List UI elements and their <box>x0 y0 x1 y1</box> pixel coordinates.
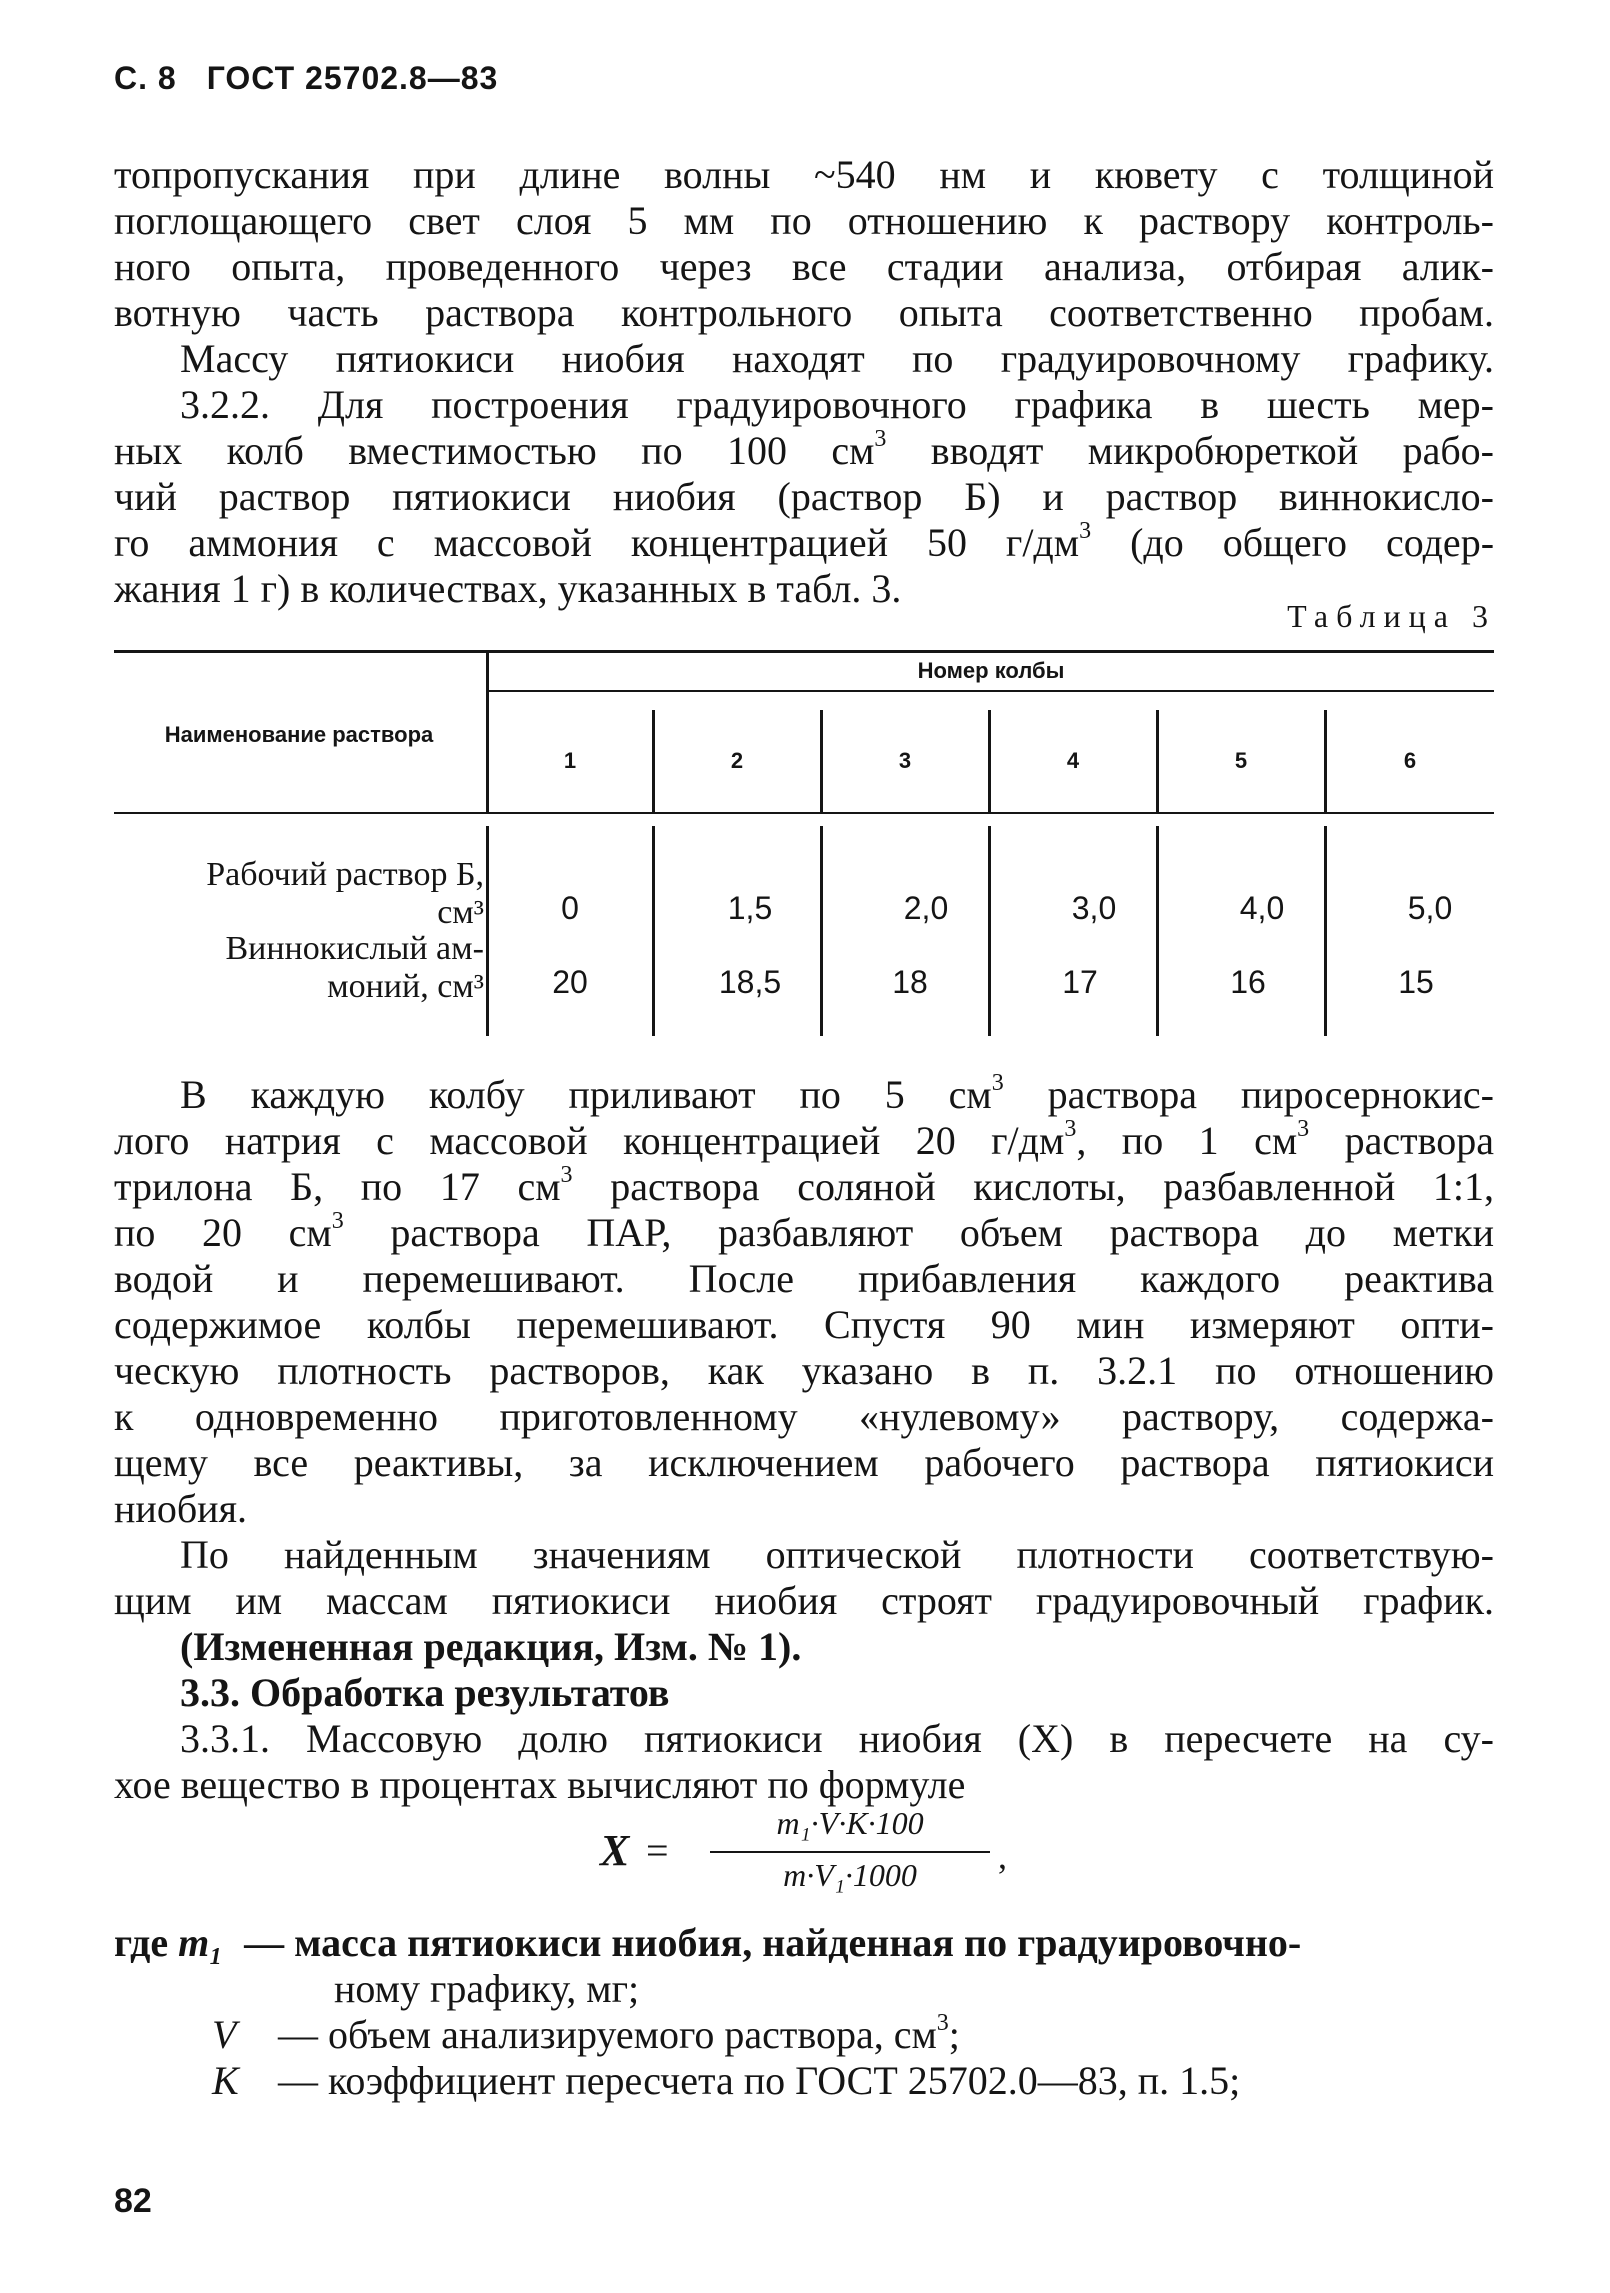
definition-text: масса пятиокиси ниобия, найденная по градуировочно- <box>294 1920 1302 1965</box>
text-line: 3.2.2. Для построения градуировочного графика в шесть мер- <box>180 382 1494 427</box>
table-divider <box>486 826 489 1036</box>
text-line: щим им массам пятиокиси ниобия строят градуировочный график. <box>114 1578 1494 1623</box>
table-rule-group <box>488 690 1494 692</box>
definition-symbol: K <box>212 2058 239 2103</box>
row-header: Наименование раствора <box>164 722 434 747</box>
text-span: трилона Б, по 17 см <box>114 1164 561 1209</box>
page-header <box>114 60 498 97</box>
text-span: (до общего содер- <box>1091 520 1494 565</box>
column-header: 4 <box>1066 748 1080 773</box>
superscript: 3 <box>1079 520 1092 544</box>
page-number: 82 <box>114 2182 152 2220</box>
table-row-label <box>114 930 484 1006</box>
definition-item <box>114 1920 1301 1966</box>
formula <box>600 1805 1020 1905</box>
definition-dash: — <box>278 2012 318 2057</box>
superscript: 3 <box>560 1164 573 1188</box>
table-caption: Таблица 3 <box>1287 598 1496 634</box>
text-span: го аммония с массовой концентрацией 50 г/дм <box>114 520 1080 565</box>
row-label-line: см³ <box>437 894 484 931</box>
table-cell: 1,5 <box>727 890 773 926</box>
text-span: раствора <box>1309 1118 1494 1163</box>
page-label: С. 8 <box>114 60 177 96</box>
text-line: вотную часть раствора контрольного опыта соответственно пробам. <box>114 290 1494 335</box>
table-cell: 3,0 <box>1071 890 1117 926</box>
table-row-label <box>114 856 484 932</box>
superscript: 3 <box>331 1210 344 1234</box>
text-line: Массу пятиокиси ниобия находят по градуировочному графику. <box>180 336 1494 381</box>
text-line: ного опыта, проведенного через все стадии анализа, отбирая алик- <box>114 244 1494 289</box>
superscript: 3 <box>936 2009 949 2036</box>
table-cell: 2,0 <box>903 890 949 926</box>
table-divider <box>1324 826 1327 1036</box>
text-span: раствора ПАР, разбавляют объем раствора до метки <box>343 1210 1494 1255</box>
text-line: ниобия. <box>114 1486 247 1531</box>
table-cell: 18 <box>892 964 928 1000</box>
table-divider <box>820 826 823 1036</box>
text-span: В каждую колбу приливают по 5 см <box>180 1072 992 1117</box>
definition-item <box>212 2009 960 2058</box>
superscript: 3 <box>991 1072 1004 1096</box>
text-line: водой и перемешивают. После прибавления каждого реактива <box>114 1256 1494 1301</box>
definition-text: коэффициент пересчета по ГОСТ 25702.0—83, п. 1.5; <box>328 2058 1241 2103</box>
text-line: ческую плотность растворов, как указано в п. 3.2.1 по отношению <box>114 1348 1494 1393</box>
formula-numerator: m₁·V·K·100 <box>776 1805 924 1841</box>
column-header: 2 <box>730 748 744 773</box>
text-line: По найденным значениям оптической плотности соответствую- <box>180 1532 1494 1577</box>
table-cell: 0 <box>561 890 579 926</box>
text-line: содержимое колбы перемешивают. Спустя 90 мин измеряют опти- <box>114 1302 1494 1347</box>
text-span: лого натрия с массовой концентрацией 20 г/дм <box>114 1118 1065 1163</box>
row-label-line: моний, см³ <box>327 968 484 1005</box>
formula-lhs: X <box>600 1826 630 1875</box>
definition-continuation: ному графику, мг; <box>334 1966 640 2011</box>
text-line <box>114 1210 1494 1256</box>
definition-symbol: m₁ <box>178 1920 224 1965</box>
text-span: раствора соляной кислоты, разбавленной 1:1, <box>572 1164 1494 1209</box>
text-line <box>114 1118 1494 1164</box>
where-lead: где <box>114 1920 169 1965</box>
formula-equals: = <box>646 1828 669 1873</box>
text-line: поглощающего свет слоя 5 мм по отношению к раствору контроль- <box>114 198 1494 243</box>
text-line: 3.3.1. Массовую долю пятиокиси ниобия (X) в пересчете на су- <box>180 1716 1494 1761</box>
text-line: хое вещество в процентах вычисляют по формуле <box>114 1762 966 1807</box>
text-line: топропускания при длине волны ~540 нм и кювету с толщиной <box>114 152 1494 197</box>
table-cell: 4,0 <box>1239 890 1285 926</box>
fraction-bar <box>710 1851 990 1853</box>
row-label-line: Виннокислый ам- <box>225 930 484 967</box>
text-span: по 20 см <box>114 1210 332 1255</box>
text-span: , по 1 см <box>1076 1118 1298 1163</box>
column-header: 3 <box>898 748 912 773</box>
text-span: ных колб вместимостью по 100 см <box>114 428 875 473</box>
table-rule-header <box>114 812 1494 814</box>
table-cell: 18,5 <box>718 964 782 1000</box>
definition-symbol: V <box>212 2012 237 2057</box>
definition-dash: — <box>244 1920 285 1965</box>
amendment-note: (Измененная редакция, Изм. № 1). <box>180 1624 802 1669</box>
text-line: к одновременно приготовленному «нулевому» раствору, содержа- <box>114 1394 1494 1439</box>
definition-text: объем анализируемого раствора, см <box>328 2012 937 2057</box>
definition-text: ; <box>948 2012 960 2057</box>
formula-trail: , <box>998 1836 1007 1876</box>
text-line <box>180 1072 1494 1118</box>
text-line: щему все реактивы, за исключением рабочего раствора пятиокиси <box>114 1440 1494 1485</box>
table-divider <box>1156 826 1159 1036</box>
text-line <box>114 1164 1494 1210</box>
column-header: 6 <box>1403 748 1417 773</box>
text-line <box>114 428 1494 474</box>
table-cell: 16 <box>1230 964 1266 1000</box>
superscript: 3 <box>1064 1118 1077 1142</box>
formula-denominator: m·V₁·1000 <box>783 1857 917 1893</box>
table-cell: 17 <box>1062 964 1098 1000</box>
definition-item <box>212 2058 1240 2104</box>
column-header: 5 <box>1234 748 1248 773</box>
text-span: вводят микробюреткой рабо- <box>886 428 1494 473</box>
table-divider <box>652 826 655 1036</box>
row-label-line: Рабочий раствор Б, <box>206 856 484 893</box>
table-cell: 15 <box>1398 964 1434 1000</box>
text-line: жания 1 г) в количествах, указанных в табл. 3. <box>114 566 902 611</box>
text-line <box>114 520 1494 566</box>
column-group-header: Номер колбы <box>917 658 1065 683</box>
text-span: раствора пиросернокис- <box>1003 1072 1494 1117</box>
table-cell: 5,0 <box>1407 890 1453 926</box>
definition-dash: — <box>278 2058 318 2103</box>
table-divider <box>988 826 991 1036</box>
column-header: 1 <box>563 748 577 773</box>
superscript: 3 <box>874 428 887 452</box>
table-rule-top <box>114 650 1494 653</box>
table-cell: 20 <box>552 964 588 1000</box>
text-line: чий раствор пятиокиси ниобия (раствор Б) и раствор виннокисло- <box>114 474 1494 519</box>
standard-number: ГОСТ 25702.8—83 <box>206 60 499 96</box>
superscript: 3 <box>1297 1118 1310 1142</box>
section-title: 3.3. Обработка результатов <box>180 1670 670 1715</box>
